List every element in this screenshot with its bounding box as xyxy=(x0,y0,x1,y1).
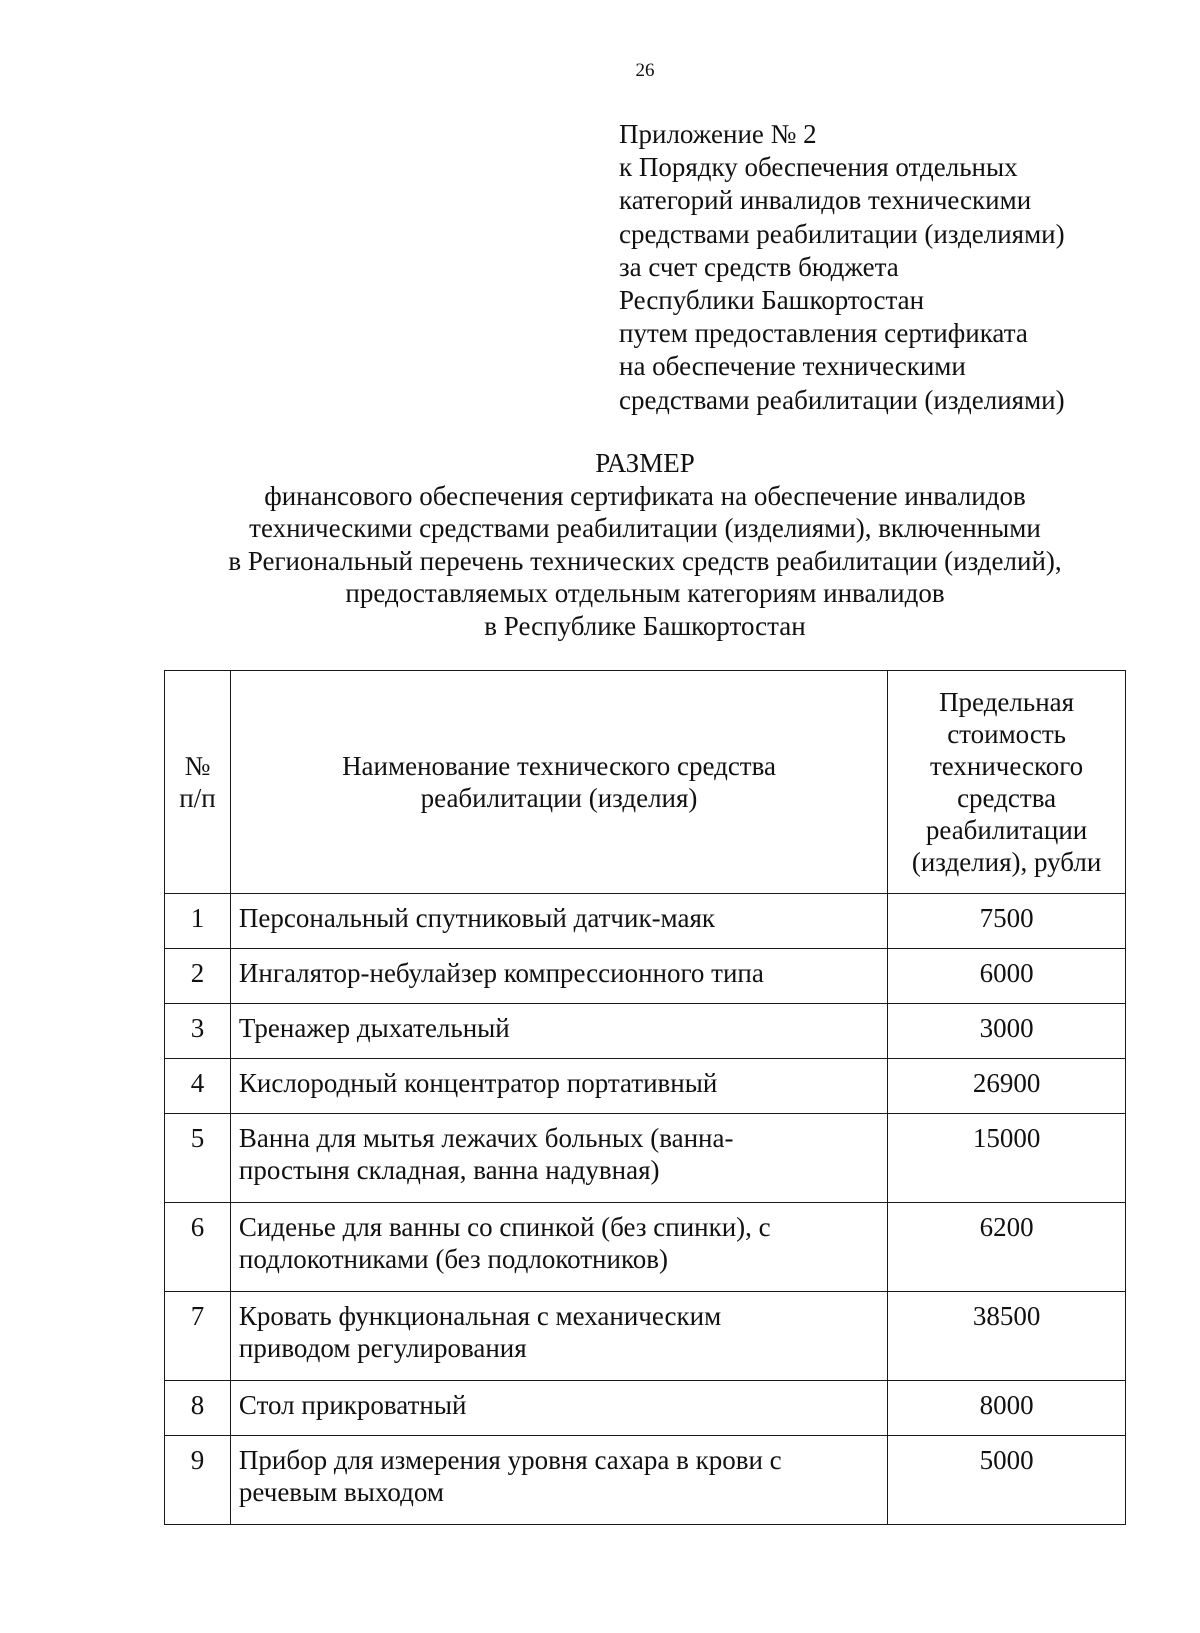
heading-line: финансового обеспечения сертификата на обеспечение инвалидов xyxy=(264,480,1026,511)
row-name xyxy=(230,1381,887,1436)
appendix-line: к Порядку обеспечения отдельных xyxy=(619,152,1018,183)
row-name xyxy=(230,1059,887,1114)
row-name-line: Сиденье для ванны со спинкой (без спинки), с xyxy=(238,1212,771,1242)
row-price: 6000 xyxy=(888,949,1126,1004)
header-price-line: стоимость xyxy=(947,719,1066,749)
table-row xyxy=(165,1114,1126,1203)
row-name xyxy=(230,1114,887,1203)
row-num: 3 xyxy=(165,1004,231,1059)
row-name-line: Прибор для измерения уровня сахара в крови с xyxy=(238,1445,782,1475)
row-name xyxy=(230,1436,887,1525)
row-name xyxy=(230,894,887,949)
appendix-line: за счет средств бюджета xyxy=(619,251,899,282)
row-name-line: речевым выходом xyxy=(238,1477,444,1507)
table-row xyxy=(165,1203,1126,1292)
cost-table xyxy=(164,670,1126,1525)
row-num: 2 xyxy=(165,949,231,1004)
row-name-line: Ванна для мытья лежачих больных (ванна- xyxy=(238,1123,734,1153)
appendix-line: Республики Башкортостан xyxy=(619,285,925,316)
appendix-line: средствами реабилитации (изделиями) xyxy=(619,218,1065,249)
row-name-line: простыня складная, ванна надувная) xyxy=(238,1155,660,1185)
row-price: 15000 xyxy=(888,1114,1126,1203)
table-header-row xyxy=(165,671,1126,894)
table-row xyxy=(165,1004,1126,1059)
header-price xyxy=(888,671,1126,894)
row-num: 8 xyxy=(165,1381,231,1436)
table-row xyxy=(165,894,1126,949)
row-price: 38500 xyxy=(888,1292,1126,1381)
row-price: 5000 xyxy=(888,1436,1126,1525)
row-name-line: Кровать функциональная с механическим xyxy=(238,1301,722,1331)
row-price: 26900 xyxy=(888,1059,1126,1114)
appendix-line: средствами реабилитации (изделиями) xyxy=(619,384,1065,415)
row-name xyxy=(230,949,887,1004)
row-name-line: Ингалятор-небулайзер компрессионного типа xyxy=(238,958,764,988)
header-price-line: (изделия), рубли xyxy=(911,847,1102,877)
header-price-line: Предельная xyxy=(939,687,1075,717)
row-name-line: подлокотниками (без подлокотников) xyxy=(238,1244,668,1274)
row-price: 8000 xyxy=(888,1381,1126,1436)
header-price-line: реабилитации xyxy=(925,815,1088,845)
appendix-line: на обеспечение техническими xyxy=(619,351,966,382)
document-title: РАЗМЕР xyxy=(595,448,695,478)
appendix-line: путем предоставления сертификата xyxy=(619,318,1028,349)
heading-line: в Республике Башкортостан xyxy=(484,610,806,641)
page-number: 26 xyxy=(635,60,655,81)
table-row xyxy=(165,1292,1126,1381)
row-num: 6 xyxy=(165,1203,231,1292)
header-price-line: технического xyxy=(929,751,1084,781)
table-row xyxy=(165,949,1126,1004)
appendix-line: категорий инвалидов техническими xyxy=(619,185,1032,216)
row-price: 3000 xyxy=(888,1004,1126,1059)
row-price: 7500 xyxy=(888,894,1126,949)
header-num-line: п/п xyxy=(179,783,216,813)
row-num: 9 xyxy=(165,1436,231,1525)
row-price: 6200 xyxy=(888,1203,1126,1292)
table-row xyxy=(165,1381,1126,1436)
appendix-line: Приложение № 2 xyxy=(619,119,817,149)
row-name-line: Тренажер дыхательный xyxy=(238,1013,510,1043)
header-num-line: № xyxy=(184,751,211,781)
appendix-block xyxy=(619,118,1065,417)
row-name xyxy=(230,1292,887,1381)
row-num: 5 xyxy=(165,1114,231,1203)
heading-line: в Региональный перечень технических средств реабилитации (изделий), xyxy=(228,545,1062,576)
header-name xyxy=(230,671,887,894)
row-num: 4 xyxy=(165,1059,231,1114)
row-num: 1 xyxy=(165,894,231,949)
row-name-line: приводом регулирования xyxy=(238,1333,527,1363)
row-name-line: Кислородный концентратор портативный xyxy=(238,1068,718,1098)
row-name-line: Стол прикроватный xyxy=(238,1390,467,1420)
header-name-line: реабилитации (изделия) xyxy=(420,783,698,813)
row-name-line: Персональный спутниковый датчик-маяк xyxy=(238,903,715,933)
header-name-line: Наименование технического средства xyxy=(342,751,776,781)
heading-line: техническими средствами реабилитации (изделиями), включенными xyxy=(249,513,1041,543)
header-price-line: средства xyxy=(957,783,1057,813)
table-row xyxy=(165,1059,1126,1114)
row-name xyxy=(230,1203,887,1292)
heading-line: предоставляемых отдельным категориям инвалидов xyxy=(345,578,945,608)
header-num xyxy=(165,671,231,894)
table-row xyxy=(165,1436,1126,1525)
row-name xyxy=(230,1004,887,1059)
row-num: 7 xyxy=(165,1292,231,1381)
document-heading xyxy=(0,447,1200,642)
